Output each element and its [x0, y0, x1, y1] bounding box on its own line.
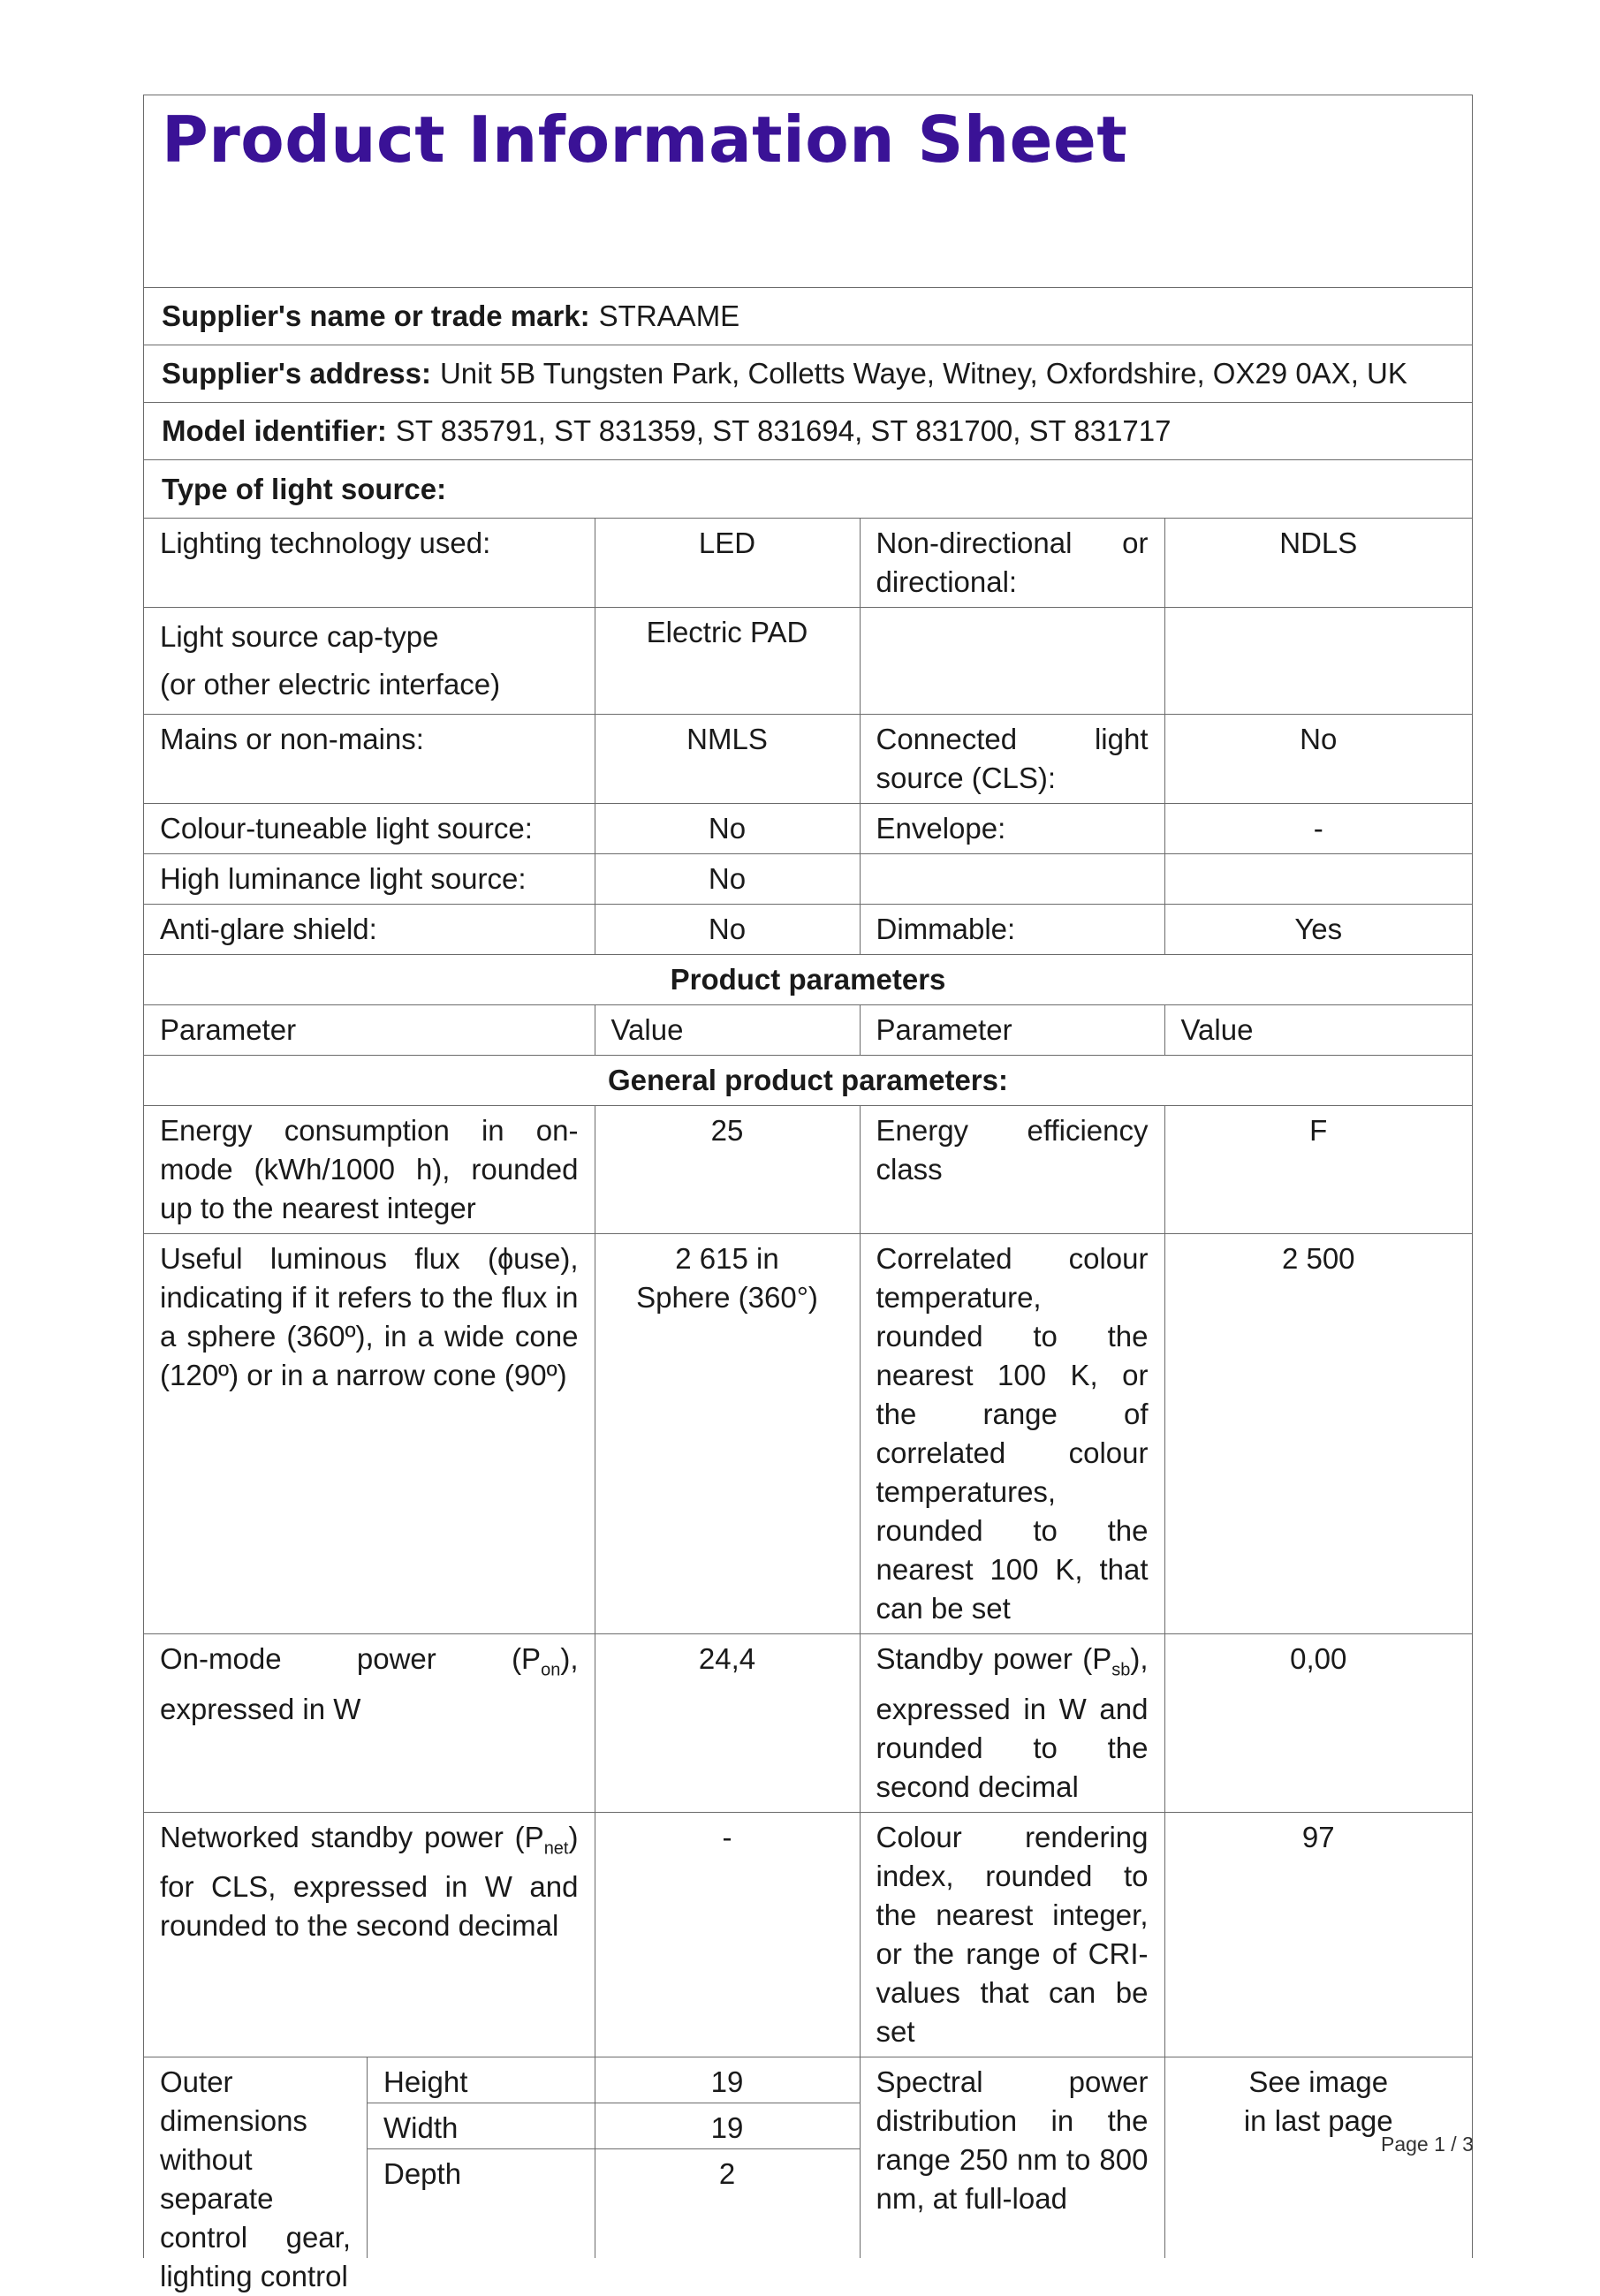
value-cell: NMLS — [595, 715, 860, 804]
param-cell — [144, 608, 595, 715]
value-cell: F — [1164, 1106, 1472, 1234]
spd-value-note: in last page — [1243, 2103, 1393, 2137]
value-cell: 0,00 — [1164, 1634, 1472, 1813]
model-identifier-row — [144, 403, 1472, 460]
value-cell: 25 — [595, 1106, 860, 1234]
light-source-table — [144, 518, 1472, 2292]
value-cell: No — [1164, 715, 1472, 804]
type-of-light-source-row — [144, 460, 1472, 518]
dimensions-names — [368, 2057, 595, 2258]
dimension-name-width: Width — [368, 2103, 595, 2149]
table-row — [144, 1634, 1472, 1813]
column-header: Parameter — [860, 1005, 1164, 1056]
dimension-value-depth: 2 — [718, 2156, 736, 2190]
value-cell: 2 500 — [1164, 1234, 1472, 1634]
supplier-name-row — [144, 288, 1472, 345]
flux-value: 2 615 in — [675, 1242, 779, 1275]
title-row — [144, 95, 1472, 288]
param-text: On-mode power (P — [160, 1642, 542, 1675]
type-of-light-source-label: Type of light source: — [162, 472, 447, 505]
general-parameters-heading: General product parameters: — [144, 1056, 1472, 1106]
table-row — [144, 854, 1472, 905]
supplier-name-value: STRAAME — [598, 299, 740, 332]
dimensions-label: Outer dimensions without separate control gear, lighting control — [144, 2057, 368, 2258]
dimensions-row — [144, 2057, 1472, 2258]
param-cell: Correlated colour temperature, rounded to the nearest 100 K, or the range of correlated colour temperatures, rounded to the nearest 100 K, that can be set — [860, 1234, 1164, 1634]
param-subscript: net — [543, 1838, 569, 1859]
product-information-sheet — [143, 95, 1473, 2292]
param-cell: Energy consumption in on-mode (kWh/1000 h), rounded up to the nearest integer — [144, 1106, 595, 1234]
dimension-name-height: Height — [368, 2057, 595, 2103]
table-row — [144, 1234, 1472, 1634]
product-parameters-heading: Product parameters — [144, 955, 1472, 1005]
model-identifier-value: ST 835791, ST 831359, ST 831694, ST 831700, ST 831717 — [395, 414, 1172, 447]
value-cell: - — [595, 1812, 860, 2057]
table-row — [144, 804, 1472, 854]
table-row — [144, 519, 1472, 608]
value-cell: - — [1164, 804, 1472, 854]
supplier-address-label: Supplier's address: — [162, 357, 431, 390]
flux-value-note: Sphere (360°) — [636, 1281, 818, 1314]
param-text: Standby power (P — [876, 1642, 1112, 1675]
param-cell — [144, 1634, 595, 1813]
param-cell: Connected light source (CLS): — [860, 715, 1164, 804]
cap-type-label-2: (or other electric interface) — [160, 668, 501, 701]
value-cell: LED — [595, 519, 860, 608]
dimensions-values — [595, 2057, 860, 2258]
param-cell: Mains or non-mains: — [144, 715, 595, 804]
param-cell — [860, 854, 1164, 905]
table-row — [144, 715, 1472, 804]
param-cell: Energy efficiency class — [860, 1106, 1164, 1234]
value-cell: No — [595, 905, 860, 955]
dimensions-cell — [144, 2057, 595, 2292]
column-header: Value — [1164, 1005, 1472, 1056]
param-cell: Lighting technology used: — [144, 519, 595, 608]
param-cell: Envelope: — [860, 804, 1164, 854]
page-number: Page 1 / 3 — [1381, 2133, 1474, 2156]
param-text: ), expressed in W — [160, 1642, 579, 1725]
supplier-address-value: Unit 5B Tungsten Park, Colletts Waye, Witney, Oxfordshire, OX29 0AX, UK — [439, 357, 1407, 390]
value-cell: Electric PAD — [595, 608, 860, 715]
param-cell — [144, 1812, 595, 2057]
value-cell — [1164, 2057, 1472, 2258]
table-header-row — [144, 1005, 1472, 1056]
dimension-value-height: 19 — [595, 2057, 860, 2103]
value-cell — [595, 1234, 860, 1634]
dimension-name-depth: Depth — [383, 2156, 462, 2190]
value-cell: 97 — [1164, 1812, 1472, 2057]
table-row — [144, 1106, 1472, 1234]
table-row — [144, 905, 1472, 955]
table-row — [144, 1056, 1472, 1106]
param-cell: Colour-tuneable light source: — [144, 804, 595, 854]
param-text: Networked standby power (P — [160, 1820, 544, 1853]
value-cell: No — [595, 804, 860, 854]
supplier-name-label: Supplier's name or trade mark: — [162, 299, 590, 332]
value-cell — [1164, 854, 1472, 905]
table-row — [144, 955, 1472, 1005]
dimension-value-width: 19 — [595, 2103, 860, 2149]
value-cell: 24,4 — [595, 1634, 860, 1813]
model-identifier-label: Model identifier: — [162, 414, 387, 447]
param-text: ) for CLS, expressed in W and rounded to the second decimal — [160, 1820, 579, 1943]
param-cell: Useful luminous flux (ɸuse), indicating if it refers to the flux in a sphere (360º), in a wide cone (120º) or in a narrow cone (90º) — [144, 1234, 595, 1634]
column-header: Value — [595, 1005, 860, 1056]
page-title: Product Information Sheet — [162, 102, 1128, 177]
cap-type-label: Light source cap-type — [160, 620, 439, 653]
value-cell: Yes — [1164, 905, 1472, 955]
supplier-address-row — [144, 345, 1472, 403]
param-subscript: sb — [1111, 1660, 1131, 1680]
value-cell — [1164, 608, 1472, 715]
param-cell — [860, 608, 1164, 715]
value-cell: NDLS — [1164, 519, 1472, 608]
param-text: ), expressed in W and rounded to the second decimal — [876, 1642, 1149, 1803]
spd-value: See image — [1248, 2065, 1389, 2098]
param-cell: High luminance light source: — [144, 854, 595, 905]
value-cell: No — [595, 854, 860, 905]
param-cell: Spectral power distribution in the range 250 nm to 800 nm, at full-load — [860, 2057, 1164, 2258]
param-cell: Dimmable: — [860, 905, 1164, 955]
param-cell: Colour rendering index, rounded to the nearest integer, or the range of CRI-values that can be set — [860, 1812, 1164, 2057]
column-header: Parameter — [144, 1005, 595, 1056]
param-cell: Non-directional or directional: — [860, 519, 1164, 608]
table-row — [144, 608, 1472, 715]
param-subscript: on — [541, 1660, 561, 1680]
table-row — [144, 1812, 1472, 2057]
param-cell: Anti-glare shield: — [144, 905, 595, 955]
param-cell — [860, 1634, 1164, 1813]
